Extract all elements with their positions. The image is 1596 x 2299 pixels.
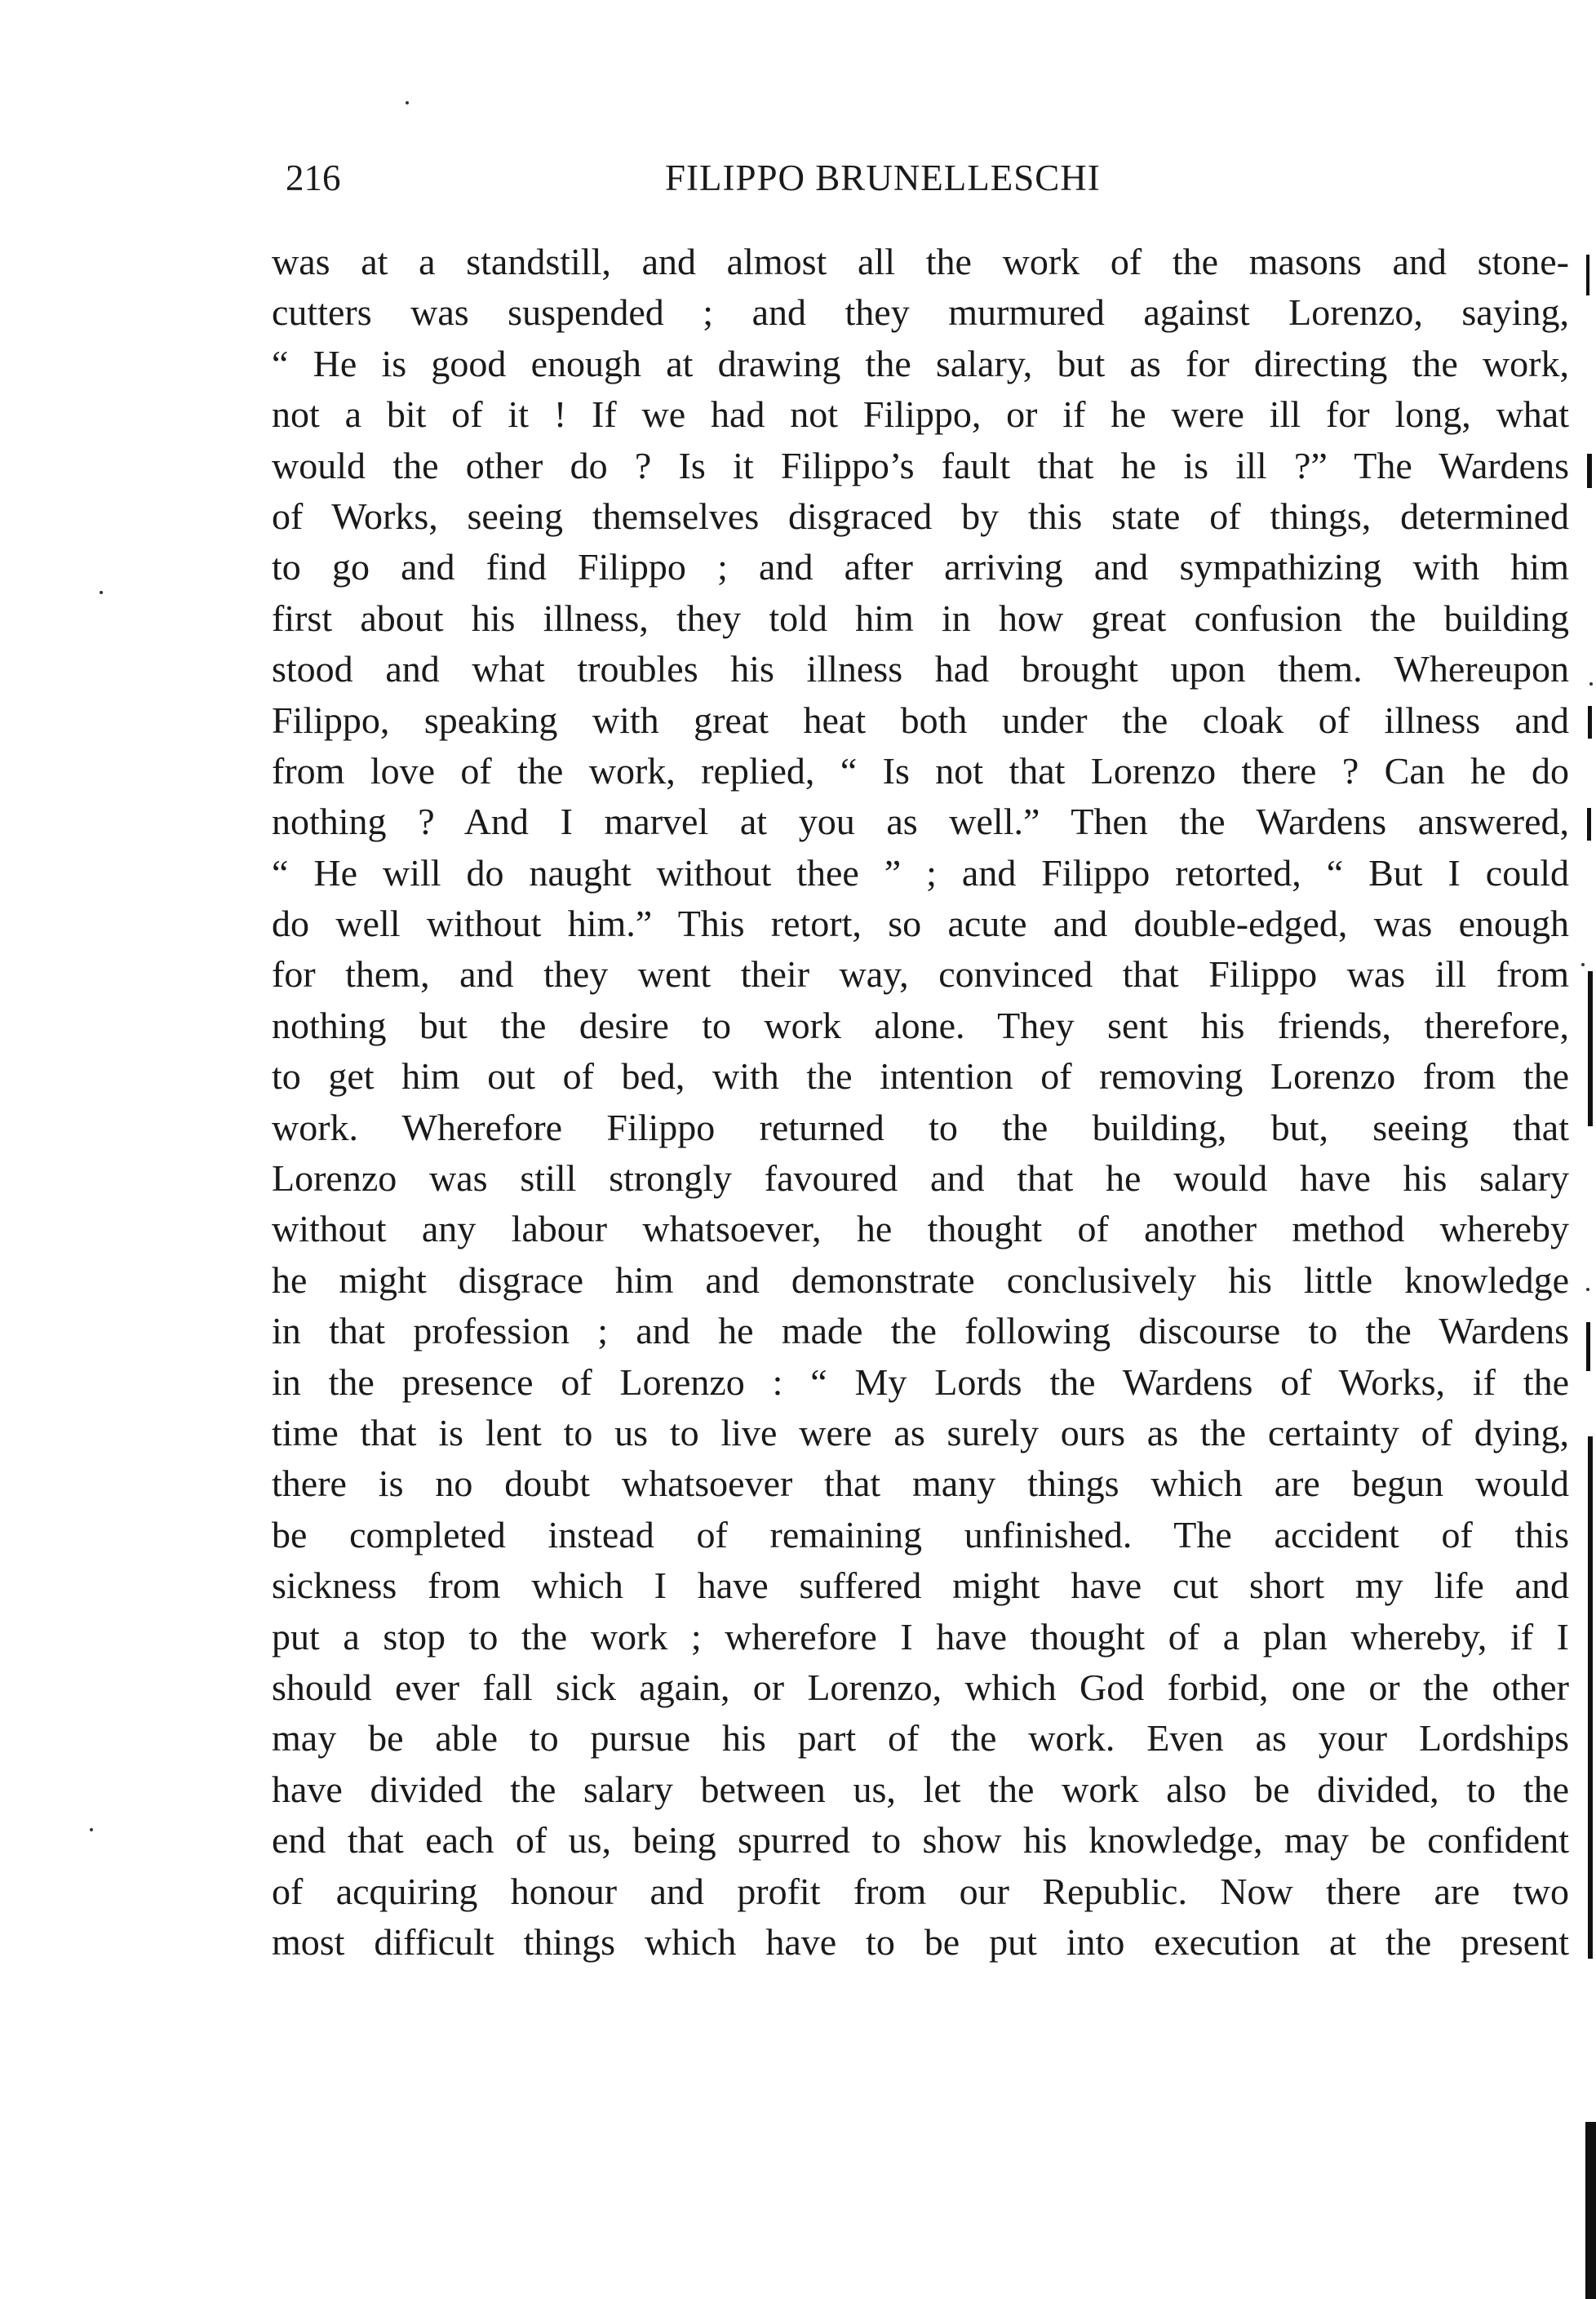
text-line: have divided the salary between us, let the work also be divided, to the	[272, 1768, 1569, 1810]
text-line: may be able to pursue his part of the work. Even as your Lordships	[272, 1717, 1569, 1760]
scan-edge-mark	[1586, 255, 1589, 295]
text-line: from love of the work, replied, “ Is not that Lorenzo there ? Can he do	[272, 749, 1569, 792]
text-line: not a bit of it ! If we had not Filippo, or if he were ill for long, what	[272, 393, 1569, 436]
scan-speck	[1589, 682, 1593, 686]
text-line: should ever fall sick again, or Lorenzo, which God forbid, one or the other	[272, 1666, 1569, 1708]
text-line: sickness from which I have suffered might have cut short my life and	[272, 1564, 1569, 1607]
text-line: stood and what troubles his illness had brought upon them. Whereupon	[272, 648, 1569, 690]
text-line: without any labour whatsoever, he thought of another method whereby	[272, 1208, 1569, 1250]
text-line: work. Wherefore Filippo returned to the building, but, seeing that	[272, 1106, 1569, 1148]
text-line: cutters was suspended ; and they murmured against Lorenzo, saying,	[272, 291, 1569, 334]
text-line: “ He will do naught without thee ” ; and Filippo retorted, “ But I could	[272, 851, 1569, 894]
scan-edge-mark	[1587, 454, 1592, 488]
scan-speck	[90, 1828, 93, 1831]
scan-speck	[100, 591, 103, 594]
text-line: end that each of us, being spurred to show his knowledge, may be confident	[272, 1819, 1569, 1862]
text-line: nothing but the desire to work alone. They sent his friends, therefore,	[272, 1004, 1569, 1046]
page-number: 216	[286, 158, 341, 198]
text-line: in the presence of Lorenzo : “ My Lords the Wardens of Works, if the	[272, 1360, 1569, 1403]
text-line: first about his illness, they told him in how great confusion the building	[272, 597, 1569, 639]
text-line: do well without him.” This retort, so acute and double-edged, was enough	[272, 903, 1569, 945]
body-text	[272, 237, 1569, 1968]
text-line: for them, and they went their way, convinced that Filippo was ill from	[272, 953, 1569, 996]
text-line: of acquiring honour and profit from our Republic. Now there are two	[272, 1870, 1569, 1912]
scan-speck	[406, 101, 409, 104]
text-line: be completed instead of remaining unfinished. The accident of this	[272, 1513, 1569, 1556]
text-line: Lorenzo was still strongly favoured and that he would have his salary	[272, 1157, 1569, 1200]
text-line: would the other do ? Is it Filippo’s fault that he is ill ?” The Wardens	[272, 444, 1569, 486]
scan-edge-mark	[1586, 1322, 1590, 1371]
text-line: of Works, seeing themselves disgraced by this state of things, determined	[272, 495, 1569, 537]
text-line: in that profession ; and he made the following discourse to the Wardens	[272, 1310, 1569, 1352]
text-line: time that is lent to us to live were as surely ours as the certainty of dying,	[272, 1411, 1569, 1454]
text-line: put a stop to the work ; wherefore I have thought of a plan whereby, if I	[272, 1615, 1569, 1658]
scan-edge-mark	[1588, 971, 1593, 1126]
text-line: to go and find Filippo ; and after arriving and sympathizing with him	[272, 546, 1569, 588]
scan-speck	[1581, 963, 1585, 966]
text-line: nothing ? And I marvel at you as well.” Then the Wardens answered,	[272, 801, 1569, 843]
text-line: was at a standstill, and almost all the work of the masons and stone-	[272, 241, 1569, 282]
scan-edge-mark	[1587, 808, 1591, 841]
text-line: Filippo, speaking with great heat both under the cloak of illness and	[272, 699, 1569, 741]
running-title: FILIPPO BRUNELLESCHI	[665, 158, 1101, 198]
scan-edge-mark	[1588, 706, 1592, 739]
text-line: to get him out of bed, with the intention of removing Lorenzo from the	[272, 1055, 1569, 1098]
scan-edge-mark	[1585, 2122, 1596, 2299]
scan-edge-mark	[1588, 1436, 1593, 1959]
text-line: he might disgrace him and demonstrate conclusively his little knowledge	[272, 1258, 1569, 1301]
scan-speck	[1586, 1288, 1589, 1291]
running-head	[286, 153, 1575, 202]
text-line: most difficult things which have to be put into execution at the present	[272, 1920, 1569, 1963]
text-line: “ He is good enough at drawing the salary, but as for directing the work,	[272, 342, 1569, 384]
text-line: there is no doubt whatsoever that many things which are begun would	[272, 1462, 1569, 1505]
